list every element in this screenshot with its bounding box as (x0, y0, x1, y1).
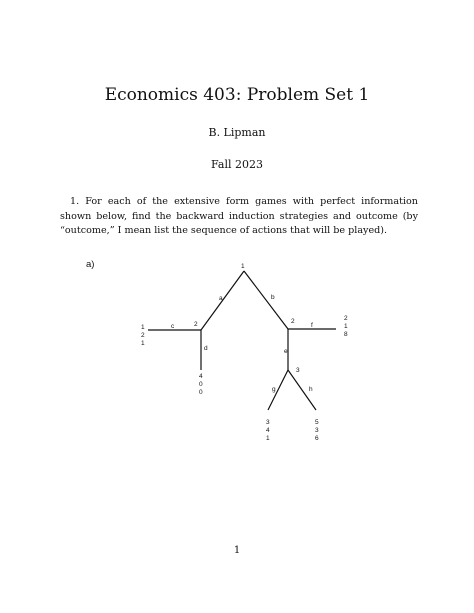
action-e-label: e (284, 348, 288, 355)
author-name: B. Lipman (208, 126, 266, 139)
payoff-g-1: 3 (266, 419, 270, 426)
payoff-d-1: 4 (199, 373, 203, 380)
payoff-h-3: 6 (315, 435, 319, 442)
payoff-c-3: 1 (141, 340, 145, 347)
node-right-player: 2 (291, 318, 295, 325)
term-label: Fall 2023 (211, 158, 263, 171)
action-a-label: a (219, 295, 223, 302)
payoff-h-2: 3 (315, 427, 319, 434)
action-d-label: d (204, 345, 208, 352)
payoff-g-3: 1 (266, 435, 270, 442)
payoff-f-1: 2 (344, 315, 348, 322)
edge-g (268, 370, 288, 410)
action-g-label: g (272, 386, 276, 393)
edge-b (244, 271, 288, 329)
action-b-label: b (271, 294, 275, 301)
part-a-label: a) (86, 259, 95, 270)
payoff-g (266, 419, 270, 442)
payoff-f (344, 315, 348, 338)
node-left-player: 2 (194, 321, 198, 328)
payoff-d (199, 373, 203, 396)
payoff-d-3: 0 (199, 389, 203, 396)
payoff-h (315, 419, 319, 442)
action-f-label: f (311, 322, 313, 329)
payoff-f-2: 1 (344, 323, 348, 330)
payoff-c-2: 2 (141, 332, 145, 339)
node-lower-player: 3 (296, 367, 300, 374)
question-number: 1. (70, 196, 80, 207)
payoff-c (141, 324, 145, 347)
page-title: Economics 403: Problem Set 1 (104, 85, 370, 105)
payoff-g-2: 4 (266, 427, 270, 434)
payoff-d-2: 0 (199, 381, 203, 388)
payoff-h-1: 5 (315, 419, 319, 426)
action-h-label: h (309, 386, 313, 393)
page-number: 1 (233, 545, 241, 556)
question-text: For each of the extensive form games with perfect information shown below, find the backward induction strategies and outcome (by “outcome,” I mean list the sequence of actions that will be played). (60, 196, 418, 236)
payoff-c-1: 1 (141, 324, 145, 331)
node-root-player: 1 (241, 263, 245, 270)
action-c-label: c (171, 323, 175, 330)
payoff-f-3: 8 (344, 331, 348, 338)
